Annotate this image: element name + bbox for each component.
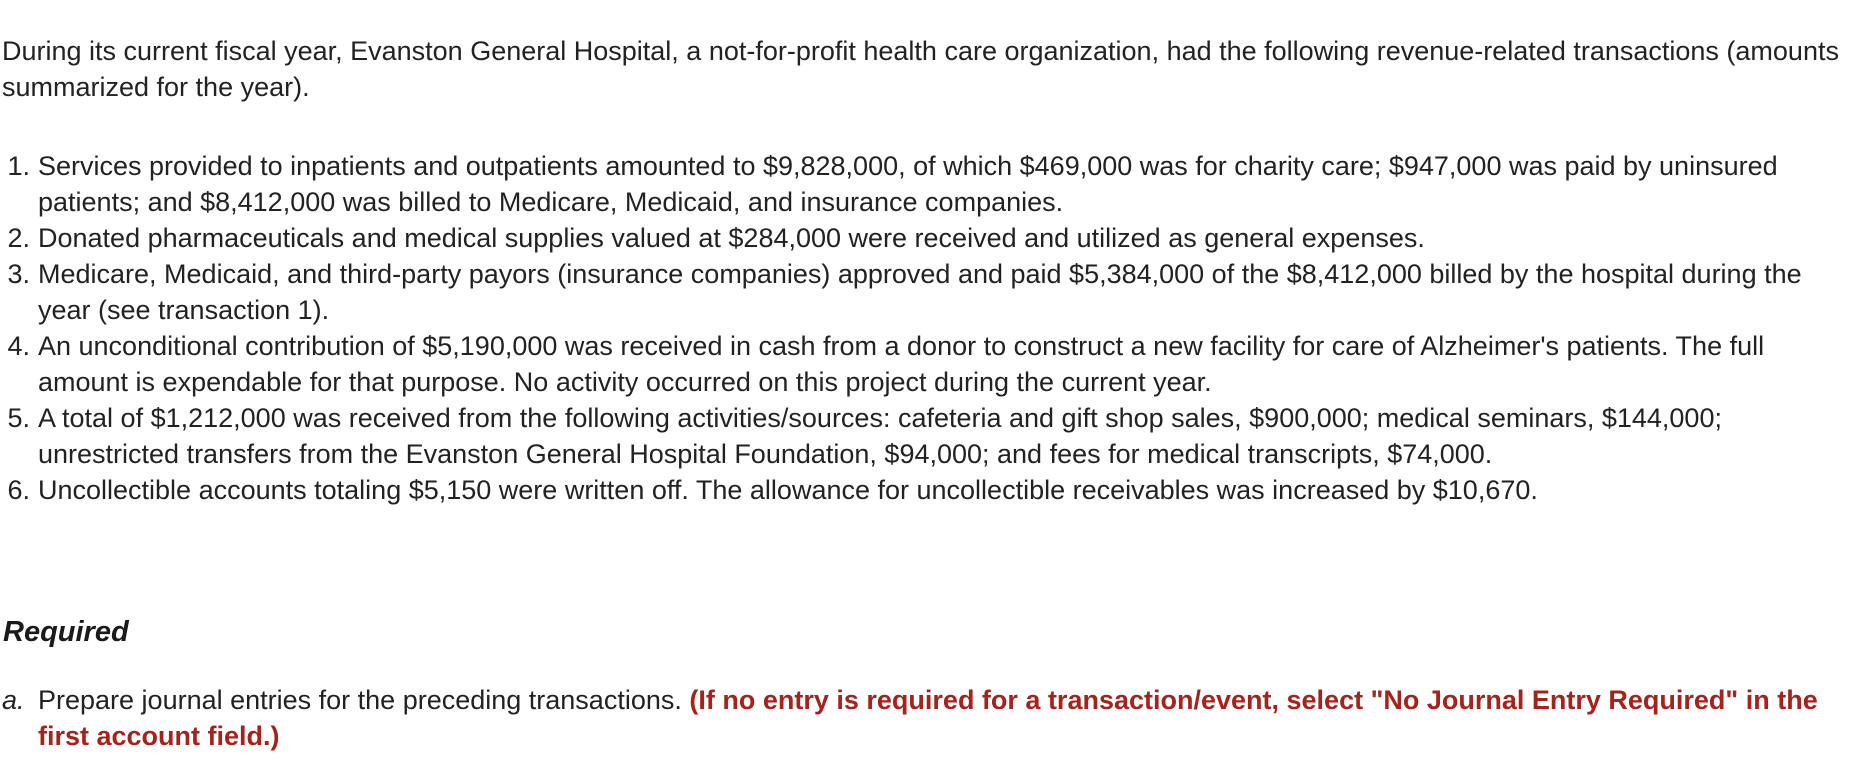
transaction-number: 3.: [7, 259, 30, 289]
required-item-a: [0, 682, 1856, 754]
transaction-number: 5.: [7, 403, 30, 433]
transaction-number: 2.: [7, 223, 30, 253]
transaction-text: A total of $1,212,000 was received from the following activities/sources: cafeteria and gift shop sales, $900,000; medical seminars, $144,000; unrestricted transfers from the Evanston General Hospital Foundation, $94,000; and fees for medical transcripts, $74,000.: [38, 403, 1722, 469]
transaction-list: [0, 148, 1856, 508]
transaction-item-4: [0, 328, 1856, 400]
transaction-number: 1.: [7, 151, 30, 181]
required-heading: Required: [3, 616, 129, 648]
transaction-item-6: [0, 472, 1856, 508]
transaction-number: 6.: [7, 475, 30, 505]
required-item-letter: a.: [2, 685, 25, 715]
transaction-item-3: [0, 256, 1856, 328]
transaction-text: Services provided to inpatients and outpatients amounted to $9,828,000, of which $469,000 was for charity care; $947,000 was paid by uninsured patients; and $8,412,000 was billed to Medicare, Medicaid, and insurance companies.: [38, 151, 1778, 217]
transaction-number: 4.: [7, 331, 30, 361]
transaction-item-2: [0, 220, 1856, 256]
transaction-text: Donated pharmaceuticals and medical supplies valued at $284,000 were received and utilized as general expenses.: [38, 223, 1425, 253]
intro-paragraph: During its current fiscal year, Evanston General Hospital, a not-for-profit health care organization, had the following revenue-related transactions (amounts summarized for the year).: [2, 36, 1839, 102]
transaction-item-5: [0, 400, 1856, 472]
required-item-note: (If no entry is required for a transaction/event, select "No Journal Entry Required" in the first account field.): [38, 685, 1818, 751]
required-item-text: Prepare journal entries for the preceding transactions.: [38, 685, 682, 715]
transaction-text: Medicare, Medicaid, and third-party payors (insurance companies) approved and paid $5,384,000 of the $8,412,000 billed by the hospital during the year (see transaction 1).: [38, 259, 1802, 325]
transaction-item-1: [0, 148, 1856, 220]
transaction-text: An unconditional contribution of $5,190,000 was received in cash from a donor to construct a new facility for care of Alzheimer's patients. The full amount is expendable for that purpose. No activity occurred on this project during the current year.: [38, 331, 1765, 397]
transaction-text: Uncollectible accounts totaling $5,150 were written off. The allowance for uncollectible receivables was increased by $10,670.: [38, 475, 1538, 505]
